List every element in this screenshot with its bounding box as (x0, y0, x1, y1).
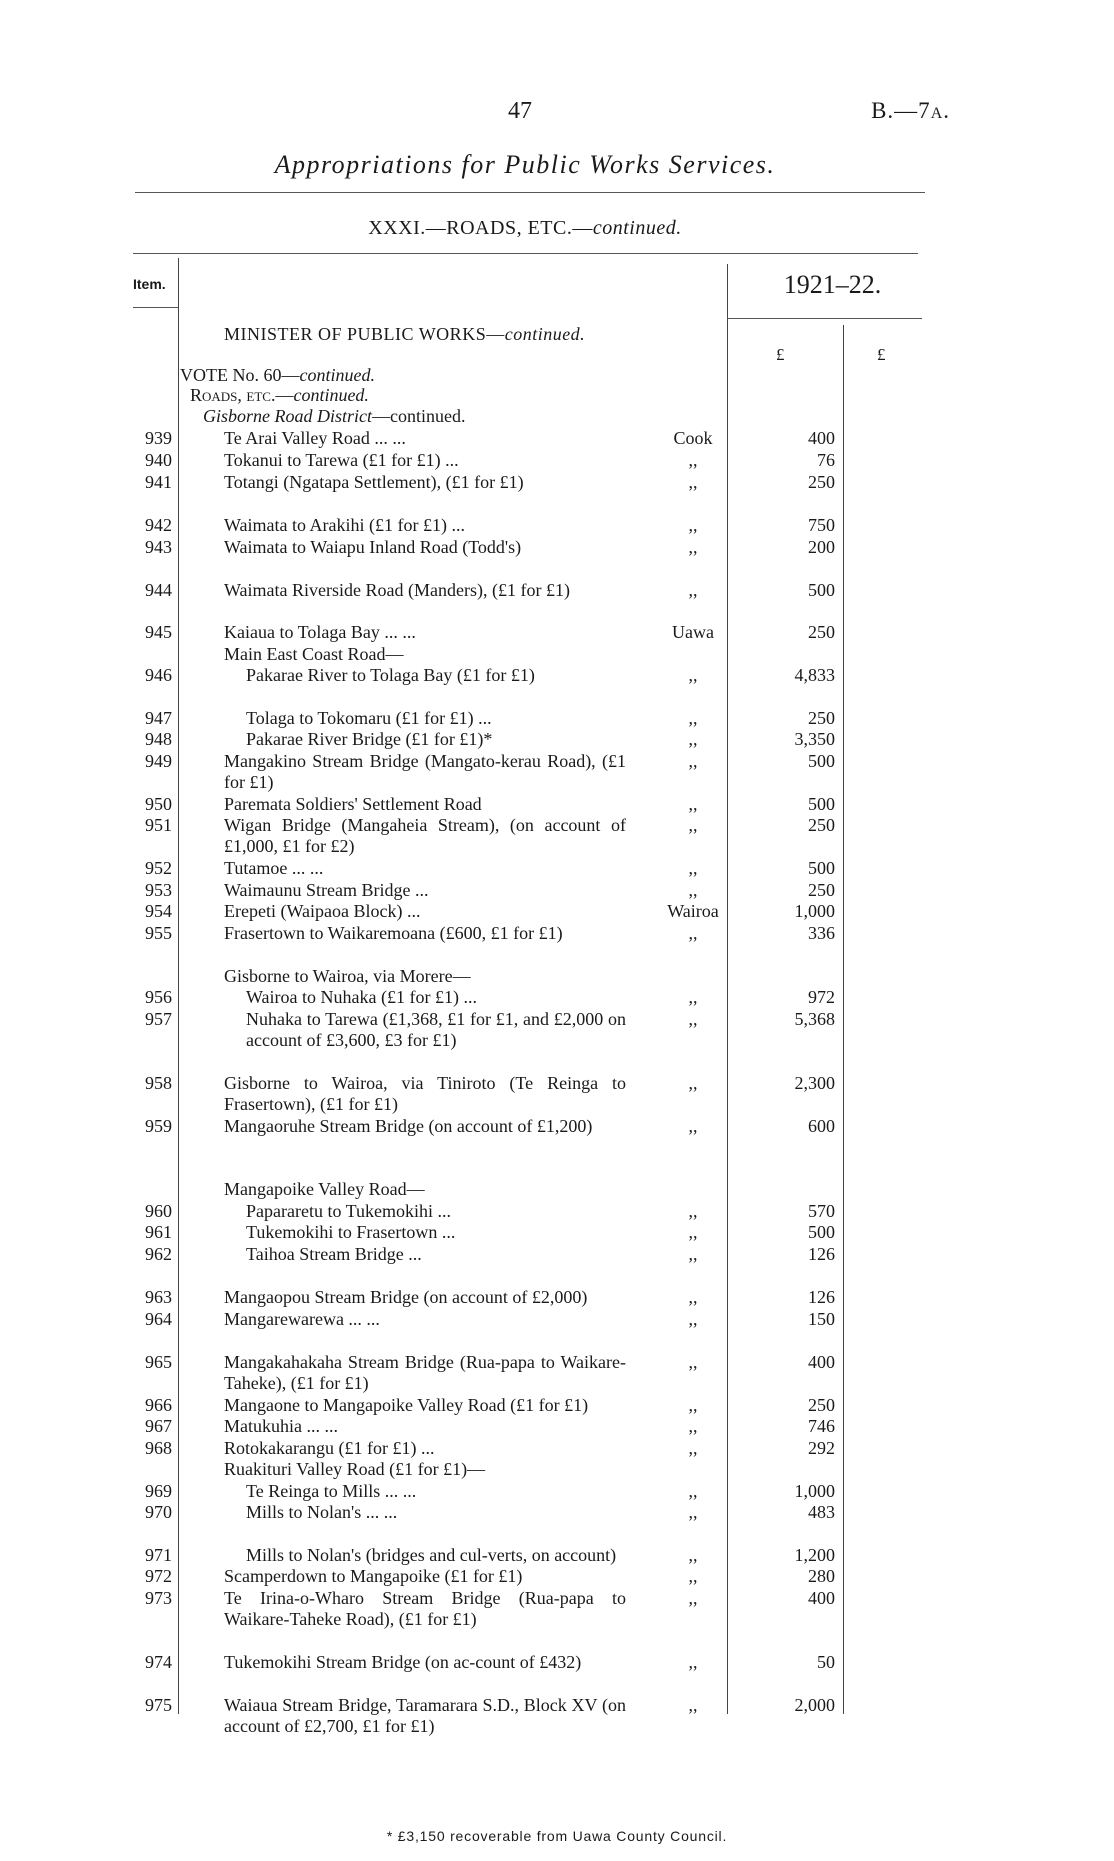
item-amount: 150 (808, 1309, 835, 1329)
item-district: ,, (688, 1309, 698, 1329)
item-amount: 1,200 (794, 1545, 835, 1565)
item-amount: 50 (817, 1652, 835, 1672)
item-amount: 250 (808, 815, 835, 835)
item-description: Erepeti (Waipaoa Block) ... (224, 901, 421, 921)
item-amount: 126 (808, 1287, 835, 1307)
total-column-divider (843, 325, 844, 1714)
item-amount: 600 (808, 1116, 835, 1136)
item-district: ,, (688, 987, 698, 1007)
page-title: Appropriations for Public Works Services. (274, 150, 776, 179)
page-number: 47 (508, 98, 532, 124)
item-number: 944 (145, 580, 172, 600)
item-district: ,, (688, 665, 698, 685)
item-number: 943 (145, 537, 172, 557)
item-number: 950 (145, 794, 172, 814)
item-description: Mangapoike Valley Road— (224, 1179, 425, 1199)
item-amount: 1,000 (794, 1481, 835, 1501)
item-amount: 500 (808, 858, 835, 878)
roads-heading-main: Roads, etc.— (190, 385, 294, 405)
item-description: Tukemokihi to Frasertown ... (246, 1222, 456, 1242)
item-amount: 746 (808, 1416, 835, 1436)
year-header: 1921–22. (783, 270, 882, 299)
item-district: ,, (688, 1201, 698, 1221)
title-rule (135, 192, 925, 193)
item-number: 968 (145, 1438, 172, 1458)
vote-heading (180, 365, 375, 386)
item-number: 973 (145, 1588, 172, 1608)
item-description: Waimata Riverside Road (Manders), (£1 for £1) (224, 580, 570, 600)
item-description: Waimata to Arakihi (£1 for £1) ... (224, 515, 465, 535)
item-amount: 400 (808, 428, 835, 448)
item-district: Cook (673, 428, 713, 448)
currency-header-amount: £ (776, 345, 785, 364)
item-district: Wairoa (667, 901, 719, 921)
item-description: Mangaoruhe Stream Bridge (on account of £1,200) (224, 1116, 593, 1136)
item-district: ,, (688, 923, 698, 943)
item-description: Waimaunu Stream Bridge ... (224, 880, 429, 900)
item-district: ,, (688, 1222, 698, 1242)
item-amount: 500 (808, 580, 835, 600)
item-description: Waiaua Stream Bridge, Taramarara S.D., Block XV (on account of £2,700, £1 for £1) (224, 1695, 626, 1736)
item-number: 952 (145, 858, 172, 878)
item-amount: 2,000 (794, 1695, 835, 1715)
item-district: ,, (688, 1502, 698, 1522)
item-amount: 250 (808, 1395, 835, 1415)
item-district: ,, (688, 815, 698, 835)
document-reference (820, 98, 950, 124)
item-amount: 2,300 (794, 1073, 835, 1093)
item-description: Kaiaua to Tolaga Bay ... ... (224, 622, 416, 642)
item-district: ,, (688, 450, 698, 470)
item-amount: 972 (808, 987, 835, 1007)
district-heading-continued: —continued. (372, 406, 466, 426)
item-header-rule (133, 307, 178, 308)
item-district: ,, (688, 794, 698, 814)
section-heading-main: XXXI.—ROADS, ETC.— (368, 217, 593, 239)
item-number: 967 (145, 1416, 172, 1436)
item-district: ,, (688, 1352, 698, 1372)
item-number: 974 (145, 1652, 172, 1672)
item-description: Matukuhia ... ... (224, 1416, 338, 1436)
item-district: ,, (688, 1009, 698, 1029)
item-number: 964 (145, 1309, 172, 1329)
item-amount: 292 (808, 1438, 835, 1458)
item-description: Te Reinga to Mills ... ... (246, 1481, 417, 1501)
item-district: ,, (688, 858, 698, 878)
item-number: 957 (145, 1009, 172, 1029)
item-number: 966 (145, 1395, 172, 1415)
item-district: ,, (688, 1438, 698, 1458)
item-description: Mangaone to Mangapoike Valley Road (£1 for £1) (224, 1395, 589, 1415)
item-number: 946 (145, 665, 172, 685)
item-district: ,, (688, 1116, 698, 1136)
item-district: ,, (688, 1588, 698, 1608)
item-district: ,, (688, 1545, 698, 1565)
item-column-header: Item. (133, 276, 166, 292)
item-number: 947 (145, 708, 172, 728)
item-amount: 200 (808, 537, 835, 557)
item-amount: 250 (808, 880, 835, 900)
item-district: ,, (688, 729, 698, 749)
item-amount: 280 (808, 1566, 835, 1586)
district-heading (203, 406, 465, 427)
item-number: 965 (145, 1352, 172, 1372)
item-description: Te Arai Valley Road ... ... (224, 428, 406, 448)
item-amount: 336 (808, 923, 835, 943)
document-reference-sub: A (930, 105, 944, 122)
item-description: Mangakino Stream Bridge (Mangato-kerau Road), (£1 for £1) (224, 751, 626, 792)
item-number: 954 (145, 901, 172, 921)
item-description: Frasertown to Waikaremoana (£600, £1 for £1) (224, 923, 563, 943)
minister-heading-main: MINISTER OF PUBLIC WORKS— (224, 324, 505, 344)
item-column-divider (178, 258, 179, 1714)
item-number: 972 (145, 1566, 172, 1586)
item-description: Mills to Nolan's ... ... (246, 1502, 398, 1522)
item-description: Wairoa to Nuhaka (£1 for £1) ... (246, 987, 477, 1007)
item-number: 948 (145, 729, 172, 749)
item-district: ,, (688, 580, 698, 600)
item-amount: 126 (808, 1244, 835, 1264)
item-amount: 250 (808, 622, 835, 642)
item-number: 953 (145, 880, 172, 900)
item-description: Tokanui to Tarewa (£1 for £1) ... (224, 450, 459, 470)
item-amount: 250 (808, 472, 835, 492)
currency-header-total: £ (877, 345, 886, 364)
item-amount: 500 (808, 751, 835, 771)
table-top-rule (133, 253, 918, 254)
item-number: 949 (145, 751, 172, 771)
item-description: Gisborne to Wairoa, via Tiniroto (Te Reinga to Frasertown), (£1 for £1) (224, 1073, 626, 1114)
item-description: Mills to Nolan's (bridges and cul-verts, on account) (246, 1545, 617, 1565)
item-description: Mangakahakaha Stream Bridge (Rua-papa to Waikare-Taheke), (£1 for £1) (224, 1352, 626, 1393)
item-amount: 500 (808, 1222, 835, 1242)
minister-heading (224, 324, 585, 345)
item-description: Pakarae River to Tolaga Bay (£1 for £1) (246, 665, 535, 685)
item-number: 941 (145, 472, 172, 492)
item-district: ,, (688, 1695, 698, 1715)
item-number: 962 (145, 1244, 172, 1264)
item-number: 960 (145, 1201, 172, 1221)
item-amount: 3,350 (794, 729, 835, 749)
item-district: ,, (688, 1566, 698, 1586)
item-number: 959 (145, 1116, 172, 1136)
item-district: ,, (688, 472, 698, 492)
item-amount: 76 (817, 450, 835, 470)
item-description: Totangi (Ngatapa Settlement), (£1 for £1) (224, 472, 524, 492)
item-description: Mangarewarewa ... ... (224, 1309, 380, 1329)
item-district: ,, (688, 1244, 698, 1264)
item-description: Te Irina-o-Wharo Stream Bridge (Rua-papa to Waikare-Taheke Road), (£1 for £1) (224, 1588, 626, 1629)
item-number: 961 (145, 1222, 172, 1242)
item-number: 951 (145, 815, 172, 835)
item-district: ,, (688, 1073, 698, 1093)
item-description: Paremata Soldiers' Settlement Road (224, 794, 482, 814)
item-district: ,, (688, 537, 698, 557)
item-district: ,, (688, 880, 698, 900)
document-reference-tail: . (943, 98, 950, 123)
item-description: Main East Coast Road— (224, 644, 404, 664)
item-number: 975 (145, 1695, 172, 1715)
item-amount: 250 (808, 708, 835, 728)
item-number: 942 (145, 515, 172, 535)
item-description: Papararetu to Tukemokihi ... (246, 1201, 451, 1221)
item-amount: 500 (808, 794, 835, 814)
minister-heading-continued: continued. (504, 324, 586, 344)
item-amount: 4,833 (794, 665, 835, 685)
item-number: 955 (145, 923, 172, 943)
item-description: Nuhaka to Tarewa (£1,368, £1 for £1, and £2,000 on account of £3,600, £3 for £1) (246, 1009, 626, 1050)
item-amount: 1,000 (794, 901, 835, 921)
roads-heading-continued: continued. (293, 385, 369, 405)
item-district: ,, (688, 751, 698, 771)
item-number: 945 (145, 622, 172, 642)
item-amount: 750 (808, 515, 835, 535)
item-amount: 400 (808, 1352, 835, 1372)
item-district: ,, (688, 1287, 698, 1307)
item-number: 940 (145, 450, 172, 470)
section-heading-continued: continued. (592, 217, 682, 239)
item-district: ,, (688, 1652, 698, 1672)
item-number: 939 (145, 428, 172, 448)
section-heading (0, 217, 1050, 240)
item-district: ,, (688, 1416, 698, 1436)
item-district: ,, (688, 708, 698, 728)
item-amount: 5,368 (794, 1009, 835, 1029)
item-number: 970 (145, 1502, 172, 1522)
item-district: ,, (688, 1481, 698, 1501)
item-district: ,, (688, 1395, 698, 1415)
item-description: Taihoa Stream Bridge ... (246, 1244, 422, 1264)
item-number: 969 (145, 1481, 172, 1501)
item-description: Tutamoe ... ... (224, 858, 324, 878)
item-amount: 570 (808, 1201, 835, 1221)
district-heading-name: Gisborne Road District (203, 406, 372, 426)
item-number: 958 (145, 1073, 172, 1093)
item-description: Wigan Bridge (Mangaheia Stream), (on account of £1,000, £1 for £2) (224, 815, 626, 856)
item-number: 956 (145, 987, 172, 1007)
item-description: Tolaga to Tokomaru (£1 for £1) ... (246, 708, 492, 728)
item-district: Uawa (672, 622, 714, 642)
vote-heading-continued: continued. (299, 365, 375, 385)
item-number: 971 (145, 1545, 172, 1565)
item-description: Scamperdown to Mangapoike (£1 for £1) (224, 1566, 523, 1586)
document-reference-main: B.—7 (871, 98, 931, 123)
item-description: Pakarae River Bridge (£1 for £1)* (246, 729, 493, 749)
item-amount: 483 (808, 1502, 835, 1522)
item-description: Ruakituri Valley Road (£1 for £1)— (224, 1459, 486, 1479)
item-description: Mangaopou Stream Bridge (on account of £2,000) (224, 1287, 588, 1307)
vote-heading-main: VOTE No. 60— (180, 365, 300, 385)
item-district: ,, (688, 515, 698, 535)
year-header-rule (727, 318, 922, 319)
item-description: Rotokakarangu (£1 for £1) ... (224, 1438, 435, 1458)
item-description: Gisborne to Wairoa, via Morere— (224, 966, 471, 986)
footnote: * £3,150 recoverable from Uawa County Council. (386, 1828, 728, 1844)
item-description: Tukemokihi Stream Bridge (on ac-count of £432) (224, 1652, 582, 1672)
roads-heading (190, 385, 369, 406)
item-number: 963 (145, 1287, 172, 1307)
item-description: Waimata to Waiapu Inland Road (Todd's) (224, 537, 522, 557)
item-amount: 400 (808, 1588, 835, 1608)
